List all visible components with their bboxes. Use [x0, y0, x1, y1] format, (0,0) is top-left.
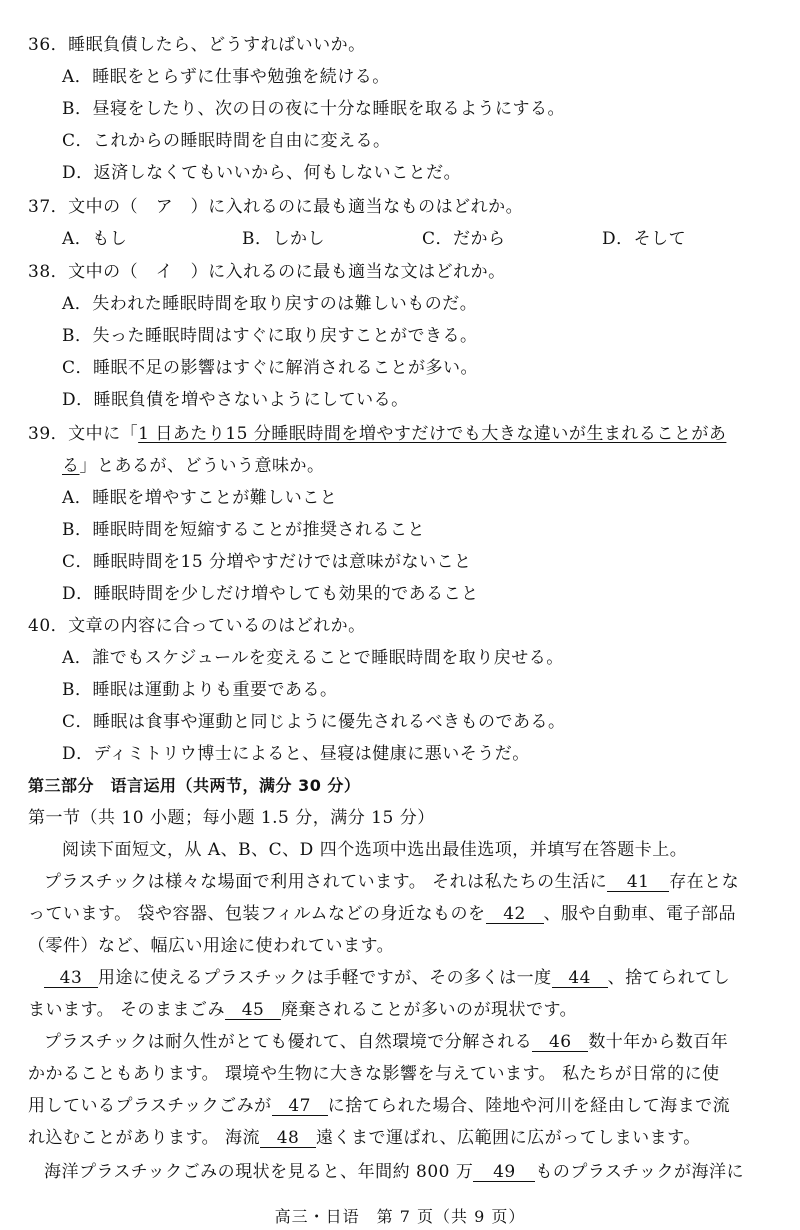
passage-text: 数十年から数百年	[588, 1032, 729, 1052]
blank-44: 44	[552, 969, 608, 988]
question-37-option-c: C．だから	[422, 229, 506, 249]
question-38-option-b: B．失った睡眠時間はすぐに取り戻すことができる。	[62, 326, 478, 346]
passage-text: プラスチックは様々な場面で利用されています。 それは私たちの生活に	[44, 872, 608, 892]
question-39-stem-continued	[62, 455, 325, 477]
passage-text: ものプラスチックが海洋に	[535, 1162, 745, 1182]
question-37-option-d: D．そして	[602, 229, 687, 249]
question-39-quote: 1 日あたり15 分睡眠時間を増やすだけでも大きな違いが生まれることがあ	[138, 424, 727, 444]
passage-line-4	[44, 967, 730, 989]
question-40-option-a: A．誰でもスケジュールを変えることで睡眠時間を取り戻せる。	[62, 648, 564, 668]
question-39-stem	[28, 423, 726, 445]
passage-line-10	[44, 1161, 744, 1183]
passage-line-9	[28, 1127, 701, 1149]
passage-line-8	[28, 1095, 730, 1117]
passage-line-6	[44, 1031, 728, 1053]
passage-text: に捨てられた場合、陸地や河川を経由して海まで流	[327, 1096, 731, 1116]
question-40-option-d: D．ディミトリウ博士によると、昼寝は健康に悪いそうだ。	[62, 744, 530, 764]
question-38-stem: 38．文中の（ イ ）に入れるのに最も適当な文はどれか。	[28, 262, 506, 282]
question-39-suffix: 」とあるが、どういう意味か。	[79, 456, 325, 476]
blank-45: 45	[225, 1001, 281, 1020]
question-40-option-c: C．睡眠は食事や運動と同じように優先されるべきものである。	[62, 712, 566, 732]
passage-text: 用途に使えるプラスチックは手軽ですが、その多くは一度	[98, 968, 552, 988]
passage-text: 遠くまで運ばれ、広範囲に広がってしまいます。	[316, 1128, 701, 1148]
question-37-stem: 37．文中の（ ア ）に入れるのに最も適当なものはどれか。	[28, 197, 524, 217]
question-39-option-b: B．睡眠時間を短縮することが推奨されること	[62, 520, 425, 540]
page-footer: 高三・日语 第 7 页（共 9 页）	[274, 1207, 526, 1226]
question-36-stem: 36．睡眠負債したら、どうすればいいか。	[28, 35, 366, 55]
question-38-option-a: A．失われた睡眠時間を取り戻すのは難しいものだ。	[62, 294, 478, 314]
passage-text: れ込むことがあります。 海流	[28, 1128, 261, 1148]
question-39-option-a: A．睡眠を増やすことが難しいこと	[62, 488, 338, 508]
question-40-stem: 40．文章の内容に合っているのはどれか。	[28, 616, 366, 636]
question-39-option-d: D．睡眠時間を少しだけ増やしても効果的であること	[62, 584, 479, 604]
passage-text: 、服や自動車、電子部品	[543, 904, 737, 924]
passage-line-2	[28, 903, 736, 925]
question-39-option-c: C．睡眠時間を15 分増やすだけでは意味がないこと	[62, 552, 472, 572]
blank-47: 47	[272, 1097, 328, 1116]
passage-line-7: かかることもあります。 環境や生物に大きな影響を与えています。 私たちが日常的に使	[28, 1064, 720, 1084]
question-36-option-b: B．昼寝をしたり、次の日の夜に十分な睡眠を取るようにする。	[62, 99, 565, 119]
passage-text: まいます。 そのままごみ	[28, 1000, 226, 1020]
section-instruction: 阅读下面短文，从 A、B、C、D 四个选项中选出最佳选项，并填写在答题卡上。	[62, 840, 688, 860]
blank-41: 41	[607, 873, 669, 892]
blank-42: 42	[486, 905, 544, 924]
question-36-option-a: A．睡眠をとらずに仕事や勉強を続ける。	[62, 67, 390, 87]
question-39-prefix: 39．文中に「	[28, 424, 139, 444]
question-38-option-d: D．睡眠負債を増やさないようにしている。	[62, 390, 409, 410]
question-37-options	[62, 228, 742, 250]
passage-text: プラスチックは耐久性がとても優れて、自然環境で分解される	[44, 1032, 533, 1052]
passage-line-3: （零件）など、幅広い用途に使われています。	[28, 936, 395, 956]
passage-text: 、捨てられてし	[607, 968, 731, 988]
passage-text: 存在とな	[669, 872, 740, 892]
question-38-option-c: C．睡眠不足の影響はすぐに解消されることが多い。	[62, 358, 479, 378]
passage-text: 用しているプラスチックごみが	[28, 1096, 272, 1116]
passage-text: 廃棄されることが多いのが現状です。	[281, 1000, 578, 1020]
section-1-heading: 第一节（共 10 小题；每小题 1.5 分，满分 15 分）	[28, 808, 435, 828]
question-40-option-b: B．睡眠は運動よりも重要である。	[62, 680, 338, 700]
passage-text: 海洋プラスチックごみの現状を見ると、年間約 800 万	[44, 1162, 474, 1182]
question-39-quote-end: る	[62, 456, 80, 476]
question-36-option-c: C．これからの睡眠時間を自由に変える。	[62, 131, 391, 151]
passage-line-5	[28, 999, 577, 1021]
question-37-option-b: B．しかし	[242, 229, 325, 249]
passage-line-1	[44, 871, 739, 893]
blank-49: 49	[473, 1163, 535, 1182]
blank-46: 46	[532, 1033, 588, 1052]
blank-43: 43	[44, 969, 98, 988]
question-37-option-a: A．もし	[62, 229, 128, 249]
passage-text: っています。 袋や容器、包装フィルムなどの身近なものを	[28, 904, 486, 924]
part-3-heading: 第三部分 语言运用（共两节，满分 30 分）	[28, 776, 361, 795]
blank-48: 48	[260, 1129, 316, 1148]
question-36-option-d: D．返済しなくてもいいから、何もしないことだ。	[62, 163, 462, 183]
